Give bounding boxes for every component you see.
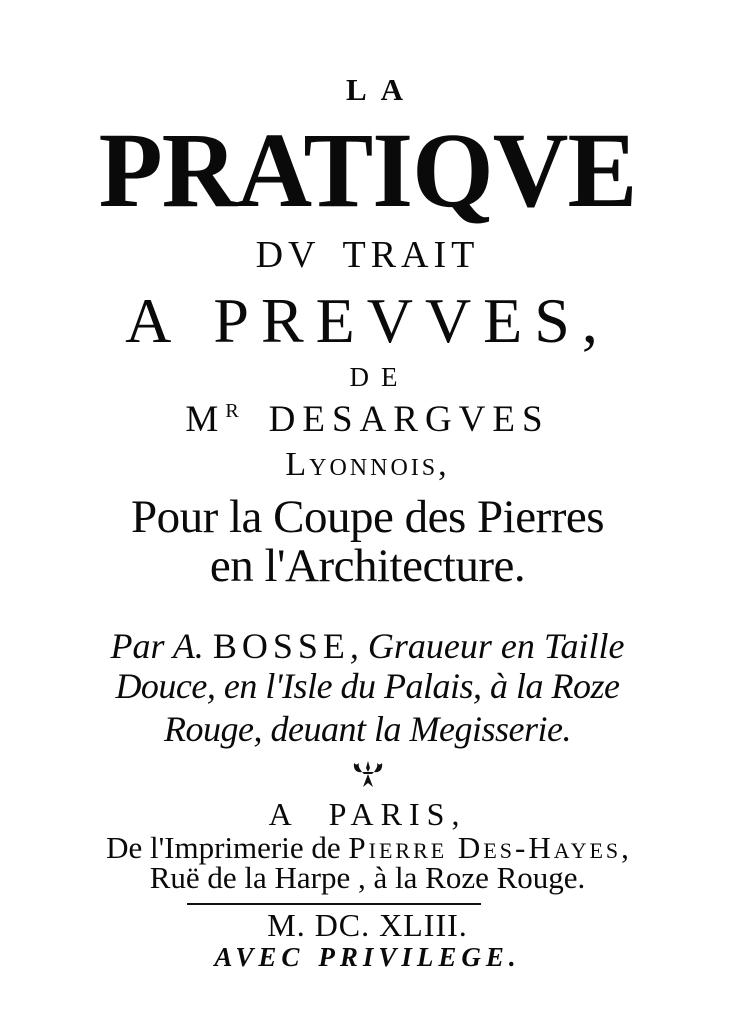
title-article: LA xyxy=(345,72,418,107)
author-prefix-superscript: R xyxy=(225,400,239,422)
fleuron-icon xyxy=(351,758,385,790)
subtitle-a-preuves xyxy=(0,285,735,356)
engraver-initial: A. xyxy=(172,626,213,666)
purpose-line-1: Pour la Coupe des Pierres xyxy=(130,491,605,543)
engraver-name: BOSSE xyxy=(212,626,350,666)
privilege-line xyxy=(0,944,735,971)
privilege-avec: AVEC xyxy=(214,942,305,972)
imprint-printer xyxy=(0,832,735,863)
imprint-year: M. DC. XLIII. xyxy=(267,907,468,943)
author-name: DESARGVES xyxy=(268,399,550,440)
divider-rule xyxy=(187,903,481,905)
engraver-line-2: Douce, en l'Isle du Palais, à la Roze xyxy=(115,666,620,706)
author-line xyxy=(0,401,735,438)
imprint-city-paris: PARIS, xyxy=(328,796,467,832)
imprint-city xyxy=(0,798,735,830)
printer-suffix: , xyxy=(621,830,629,865)
subtitle-a: A xyxy=(125,285,184,356)
privilege-word: PRIVILEGE. xyxy=(318,942,521,972)
engraver-par: Par xyxy=(110,626,173,666)
subtitle-du: DV xyxy=(255,234,321,276)
printer-prefix: De l'Imprimerie de xyxy=(106,830,349,865)
main-title: PRATIQVE xyxy=(98,112,637,230)
imprint-city-a: A xyxy=(268,796,299,832)
subtitle-trait: TRAIT xyxy=(342,234,480,276)
engraver-title: , Graueur en Taille xyxy=(349,626,625,666)
author-prefix: M xyxy=(185,399,226,440)
subtitle-de: DE xyxy=(349,362,410,392)
engraver-line-3: Rouge, deuant la Megisserie. xyxy=(164,709,571,749)
engraver-line-1 xyxy=(0,628,735,664)
subtitle-preuves: PREVVES, xyxy=(213,285,610,356)
author-origin: Lyonnois, xyxy=(285,446,450,483)
printer-name: Pierre Des-Hayes xyxy=(348,830,622,865)
imprint-address: Ruë de la Harpe , à la Roze Rouge. xyxy=(149,860,586,895)
purpose-line-2: en l'Architecture. xyxy=(209,540,526,592)
fleuron-ornament xyxy=(0,758,735,796)
subtitle-du-trait xyxy=(0,236,735,274)
